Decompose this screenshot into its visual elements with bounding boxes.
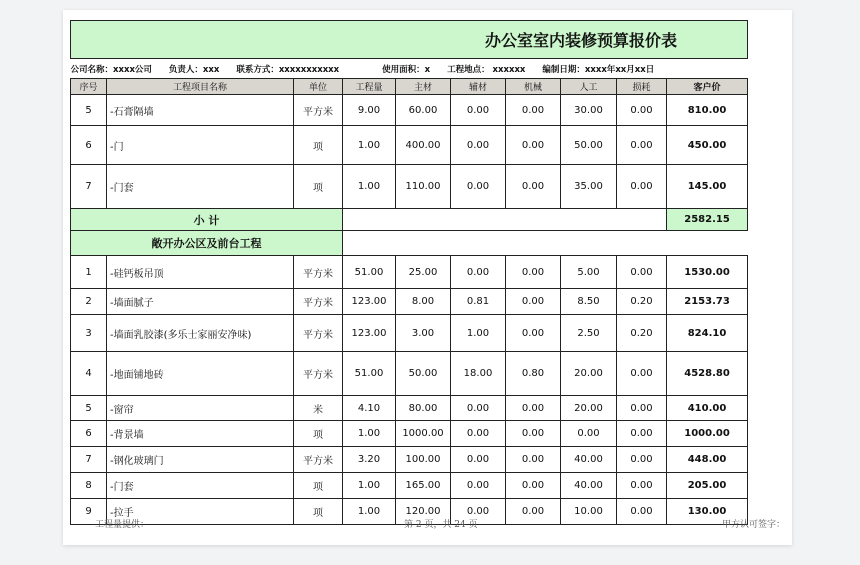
cell: 1 [71,256,107,289]
cell: -拉手 [107,499,294,525]
cell: 1.00 [343,499,396,525]
cell: 0.00 [506,499,561,525]
date: 编制日期：xxxx年xx月xx日 [542,64,655,75]
cell: 9 [71,499,107,525]
cell: 30.00 [561,95,617,126]
cell: 0.00 [451,499,506,525]
cell: 4.10 [343,396,396,421]
cell: 165.00 [396,473,451,499]
cell: 123.00 [343,315,396,352]
cell [343,231,748,256]
cell: 0.00 [617,126,667,165]
cell: -墙面腻子 [107,289,294,315]
cell: 平方米 [294,289,343,315]
cell: 0.00 [506,396,561,421]
cell: 0.00 [506,126,561,165]
cell: 40.00 [561,447,617,473]
cell: 2.50 [561,315,617,352]
cell: 3.20 [343,447,396,473]
cell: 8.50 [561,289,617,315]
cell: 5 [71,95,107,126]
cell: 0.00 [506,256,561,289]
cell: -地面铺地砖 [107,352,294,396]
cell: 6 [71,126,107,165]
cell: 0.00 [617,165,667,209]
column-header: 主材 [396,79,451,95]
cell: 2 [71,289,107,315]
cell: -背景墙 [107,421,294,447]
cell: 80.00 [396,396,451,421]
cell: 0.00 [506,421,561,447]
cell: -墙面乳胶漆(多乐士家丽安净味) [107,315,294,352]
cell: 0.00 [451,473,506,499]
subtotal-label: 小 计 [71,209,343,231]
cell: 0.00 [617,95,667,126]
info-row [71,59,748,79]
footer-right: 甲方认可签字： [722,520,786,530]
cell: 9.00 [343,95,396,126]
cell: 1000.00 [396,421,451,447]
quote-table [70,20,748,525]
cell: -门套 [107,473,294,499]
cell: 130.00 [667,499,748,525]
location: 工程地点： xxxxxx [447,64,526,75]
cell: 0.20 [617,315,667,352]
cell: 18.00 [451,352,506,396]
cell: 50.00 [396,352,451,396]
cell: 448.00 [667,447,748,473]
cell: 35.00 [561,165,617,209]
cell: 0.00 [506,165,561,209]
cell: -钢化玻璃门 [107,447,294,473]
cell: 0.00 [451,165,506,209]
column-header: 人工 [561,79,617,95]
cell: 0.20 [617,289,667,315]
cell: 205.00 [667,473,748,499]
cell: 4528.80 [667,352,748,396]
cell: 平方米 [294,256,343,289]
subtotal-value: 2582.15 [667,209,748,231]
cell: 0.81 [451,289,506,315]
table-row [71,95,748,126]
cell: 1000.00 [667,421,748,447]
cell: 1.00 [343,421,396,447]
cell: 20.00 [561,352,617,396]
cell: 项 [294,165,343,209]
person: 负责人：xxx [168,64,220,75]
cell: 120.00 [396,499,451,525]
cell: 0.00 [617,421,667,447]
cell: 0.00 [506,289,561,315]
column-header: 序号 [71,79,107,95]
table-row [71,396,748,421]
cell: 51.00 [343,352,396,396]
cell [343,209,667,231]
cell: 项 [294,126,343,165]
cell: 0.00 [506,473,561,499]
sheet-title: 办公室室内装修预算报价表 [71,21,748,59]
cell: 项 [294,499,343,525]
cell: 123.00 [343,289,396,315]
column-header: 客户价 [667,79,748,95]
cell: 平方米 [294,315,343,352]
column-header: 辅材 [451,79,506,95]
cell: 8.00 [396,289,451,315]
table-row [71,352,748,396]
cell: 0.00 [506,315,561,352]
table-row [71,165,748,209]
cell: 平方米 [294,95,343,126]
cell: 400.00 [396,126,451,165]
document-page [63,10,792,545]
table-row [71,315,748,352]
column-header: 损耗 [617,79,667,95]
cell: 0.80 [506,352,561,396]
section-title: 敞开办公区及前台工程 [71,231,343,256]
cell: 8 [71,473,107,499]
table-row [71,126,748,165]
cell: 450.00 [667,126,748,165]
cell: 平方米 [294,352,343,396]
cell: 6 [71,421,107,447]
footer-page: 第 2 页，共 24 页 [404,520,478,530]
column-header: 工程项目名称 [107,79,294,95]
cell: 5 [71,396,107,421]
cell: 3.00 [396,315,451,352]
cell: 4 [71,352,107,396]
cell: 0.00 [451,447,506,473]
cell: 0.00 [617,473,667,499]
cell: 2153.73 [667,289,748,315]
area: 使用面积：x [382,64,431,75]
table-row [71,473,748,499]
cell: 项 [294,473,343,499]
cell: -门 [107,126,294,165]
cell: 0.00 [617,499,667,525]
table-row [71,447,748,473]
cell: 824.10 [667,315,748,352]
footer-left: 工程量提供： [95,520,150,530]
cell: 0.00 [617,396,667,421]
cell: 0.00 [561,421,617,447]
cell: 0.00 [617,352,667,396]
cell: 1.00 [343,126,396,165]
cell: 1.00 [343,165,396,209]
subtotal-row [71,209,748,231]
cell: 1.00 [343,473,396,499]
cell: 145.00 [667,165,748,209]
table-row [71,289,748,315]
table-row [71,421,748,447]
cell: 平方米 [294,447,343,473]
contact: 联系方式：xxxxxxxxxxx [236,64,340,75]
cell: 110.00 [396,165,451,209]
cell: 410.00 [667,396,748,421]
cell: 20.00 [561,396,617,421]
table-row [71,256,748,289]
cell: 7 [71,447,107,473]
cell: -石膏隔墙 [107,95,294,126]
column-header: 工程量 [343,79,396,95]
cell: 7 [71,165,107,209]
cell: 60.00 [396,95,451,126]
cell: -门套 [107,165,294,209]
cell: 25.00 [396,256,451,289]
cell: 0.00 [451,421,506,447]
column-header: 单位 [294,79,343,95]
cell: 810.00 [667,95,748,126]
cell: 3 [71,315,107,352]
cell: 0.00 [451,95,506,126]
cell: -硅钙板吊顶 [107,256,294,289]
cell: 10.00 [561,499,617,525]
cell: -窗帘 [107,396,294,421]
section-row [71,231,748,256]
cell: 0.00 [451,396,506,421]
cell: 100.00 [396,447,451,473]
cell: 0.00 [617,256,667,289]
cell: 0.00 [451,126,506,165]
cell: 项 [294,421,343,447]
header-row [71,79,748,95]
cell: 1530.00 [667,256,748,289]
cell: 5.00 [561,256,617,289]
cell: 0.00 [506,447,561,473]
cell: 0.00 [617,447,667,473]
cell: 50.00 [561,126,617,165]
cell: 0.00 [506,95,561,126]
column-header: 机械 [506,79,561,95]
cell: 米 [294,396,343,421]
cell: 51.00 [343,256,396,289]
cell: 40.00 [561,473,617,499]
company: 公司名称：xxxx公司 [70,64,152,75]
cell: 0.00 [451,256,506,289]
cell: 1.00 [451,315,506,352]
